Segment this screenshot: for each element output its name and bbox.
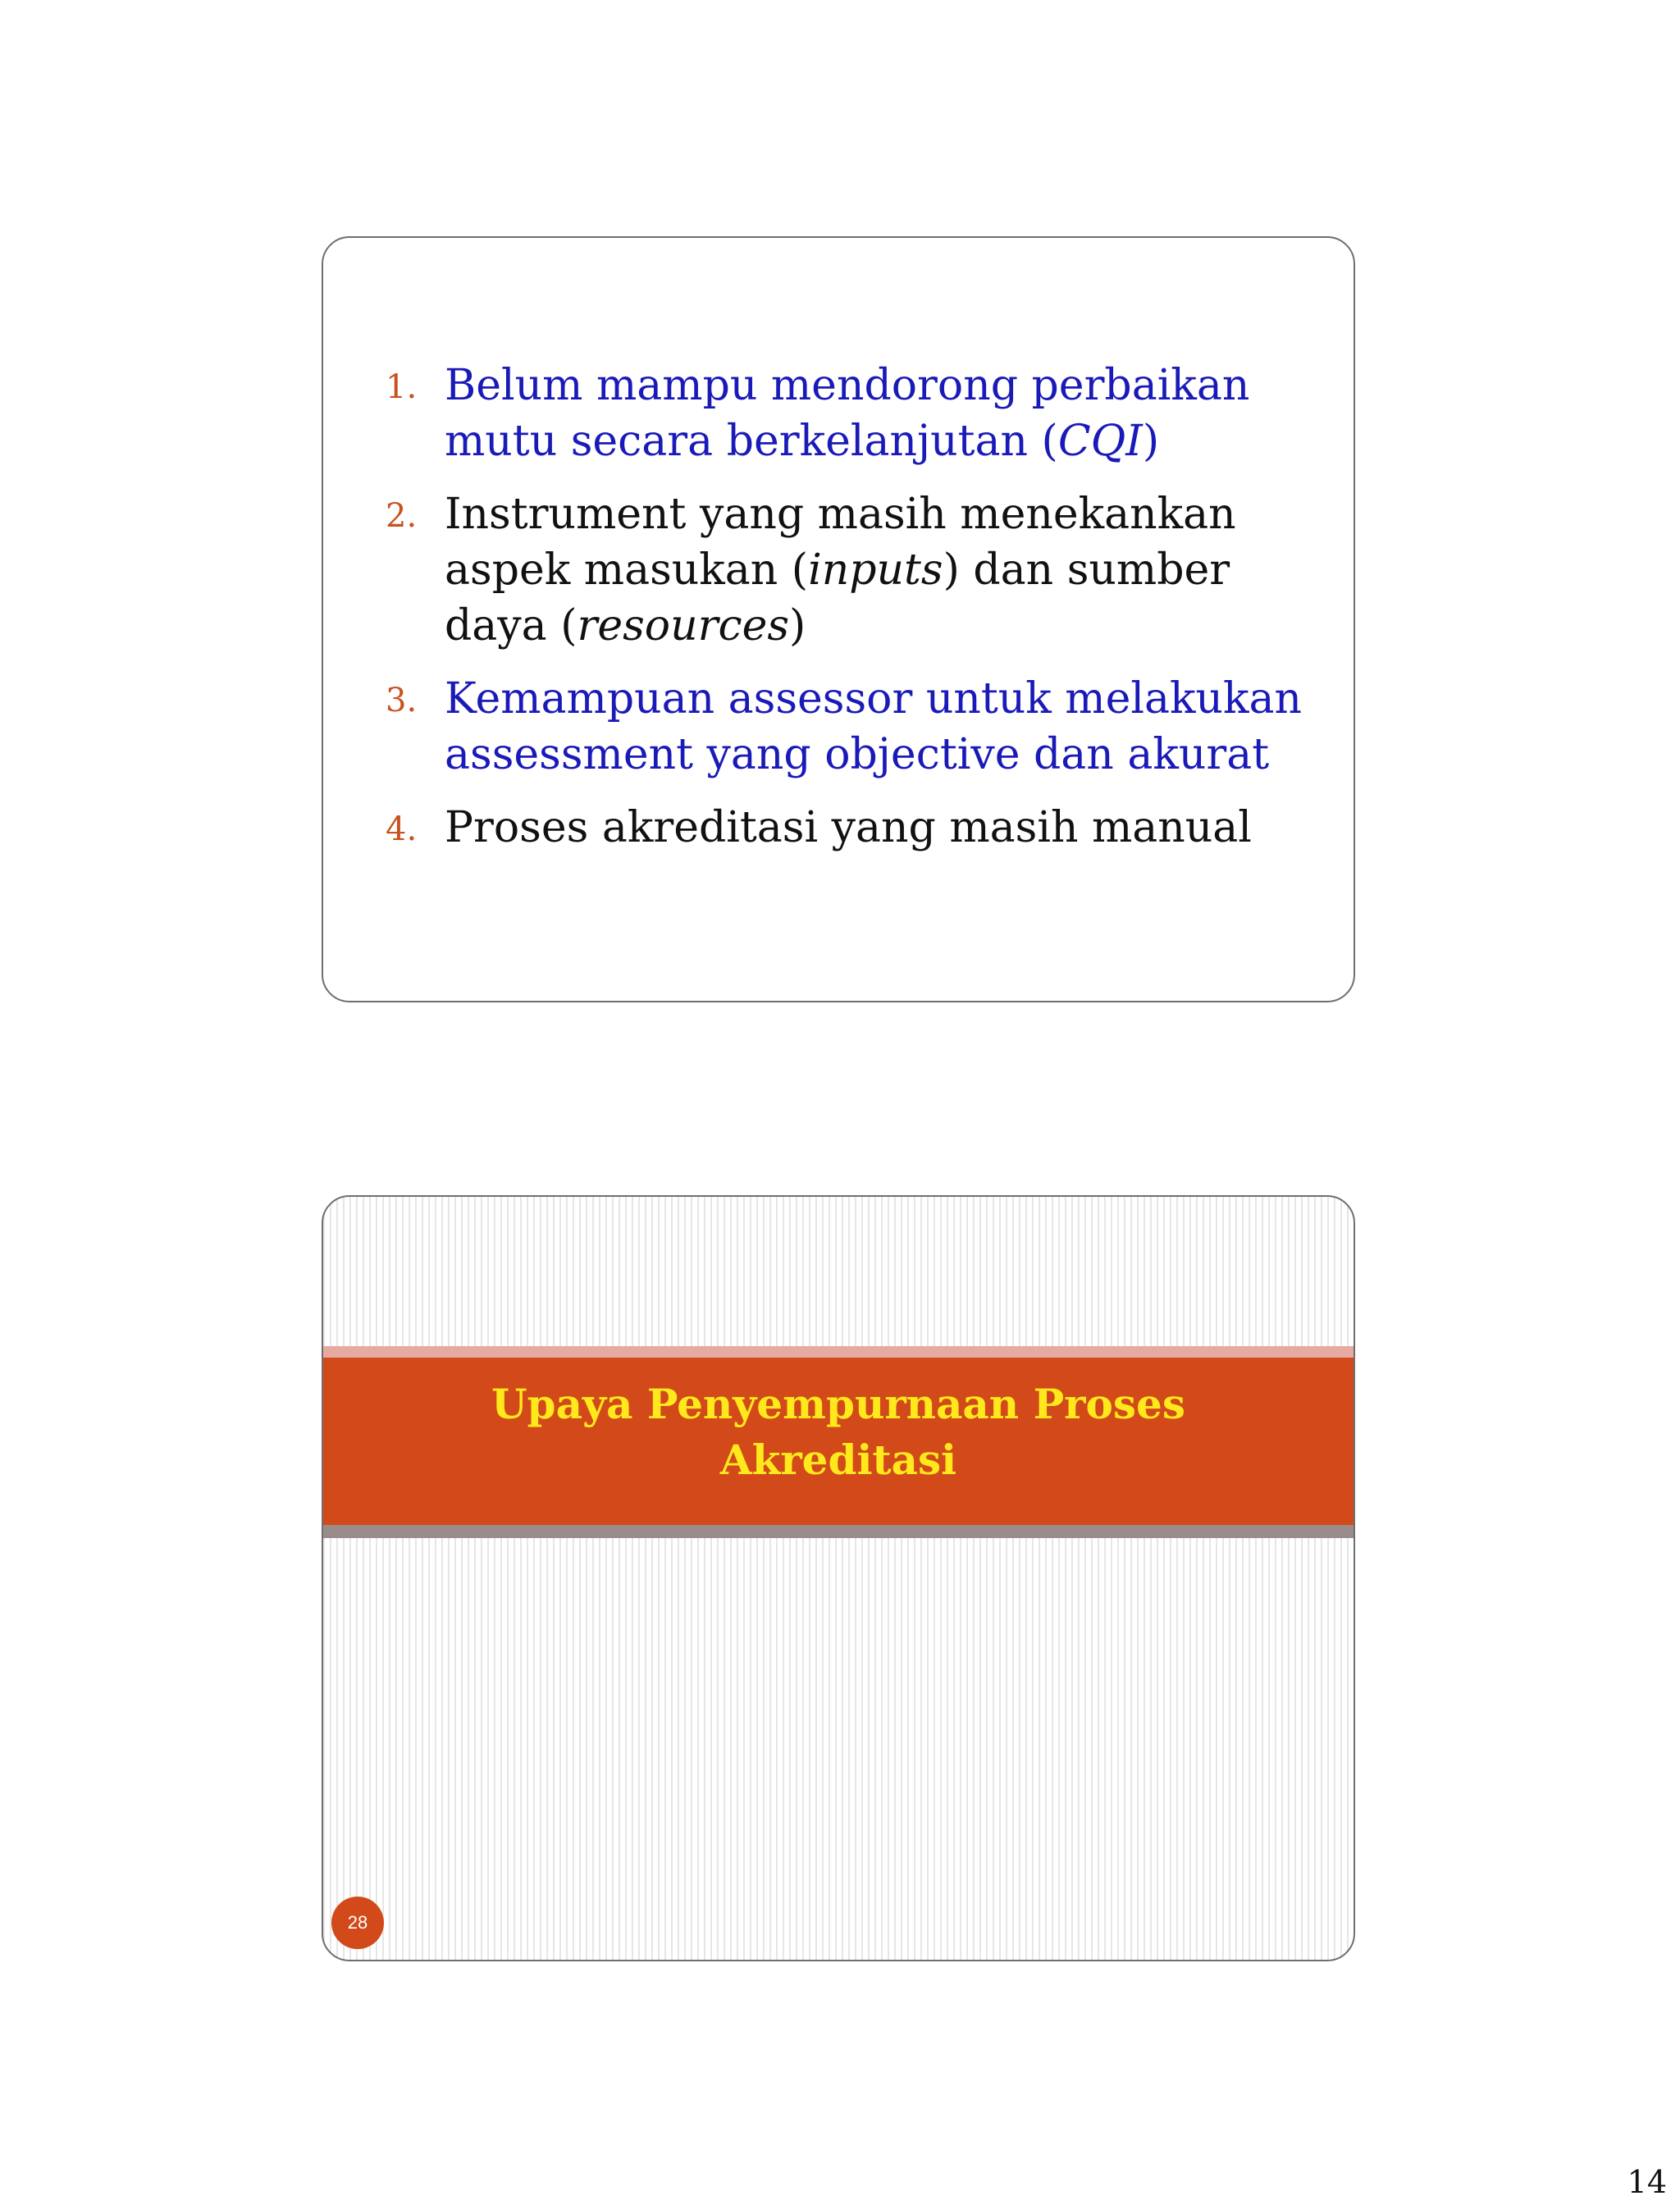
list-item-text <box>445 358 1337 469</box>
text-segment-italic: resources <box>577 601 790 651</box>
list-item <box>386 671 1337 783</box>
text-segment: ) <box>789 601 806 651</box>
list-item-number: 3. <box>386 682 418 719</box>
text-segment: Instrument yang masih menekankan aspek masukan ( <box>445 490 1236 595</box>
list-item-text <box>445 671 1337 783</box>
list-item-number: 4. <box>386 810 418 848</box>
list-item-number: 2. <box>386 497 418 535</box>
issue-list <box>386 358 1337 874</box>
list-item-number: 1. <box>386 368 418 406</box>
text-segment: ) <box>1142 417 1160 466</box>
title-underline-band <box>323 1525 1354 1538</box>
list-item-text <box>445 486 1337 654</box>
slide-top <box>322 236 1355 1002</box>
page-number: 14 <box>1627 2164 1667 2200</box>
title-band <box>323 1358 1354 1525</box>
slide-number-badge: 28 <box>331 1897 384 1949</box>
title-accent-band <box>323 1346 1354 1358</box>
text-segment: Belum mampu mendorong perbaikan mutu secara berkelanjutan ( <box>445 361 1250 466</box>
text-segment: ) dan sumber daya ( <box>445 546 1230 651</box>
text-segment: Proses akreditasi yang masih manual <box>445 803 1252 852</box>
list-item <box>386 800 1337 857</box>
text-segment: Kemampuan assessor untuk melakukan assessment yang objective dan akurat <box>445 674 1302 779</box>
list-item <box>386 486 1337 654</box>
slide-bottom <box>322 1195 1355 1961</box>
text-segment-italic: inputs <box>808 546 943 595</box>
text-segment-italic: CQI <box>1057 417 1143 466</box>
slide-title: Upaya Penyempurnaan Proses Akreditasi <box>491 1380 1185 1484</box>
list-item <box>386 358 1337 469</box>
list-item-text <box>445 800 1252 857</box>
